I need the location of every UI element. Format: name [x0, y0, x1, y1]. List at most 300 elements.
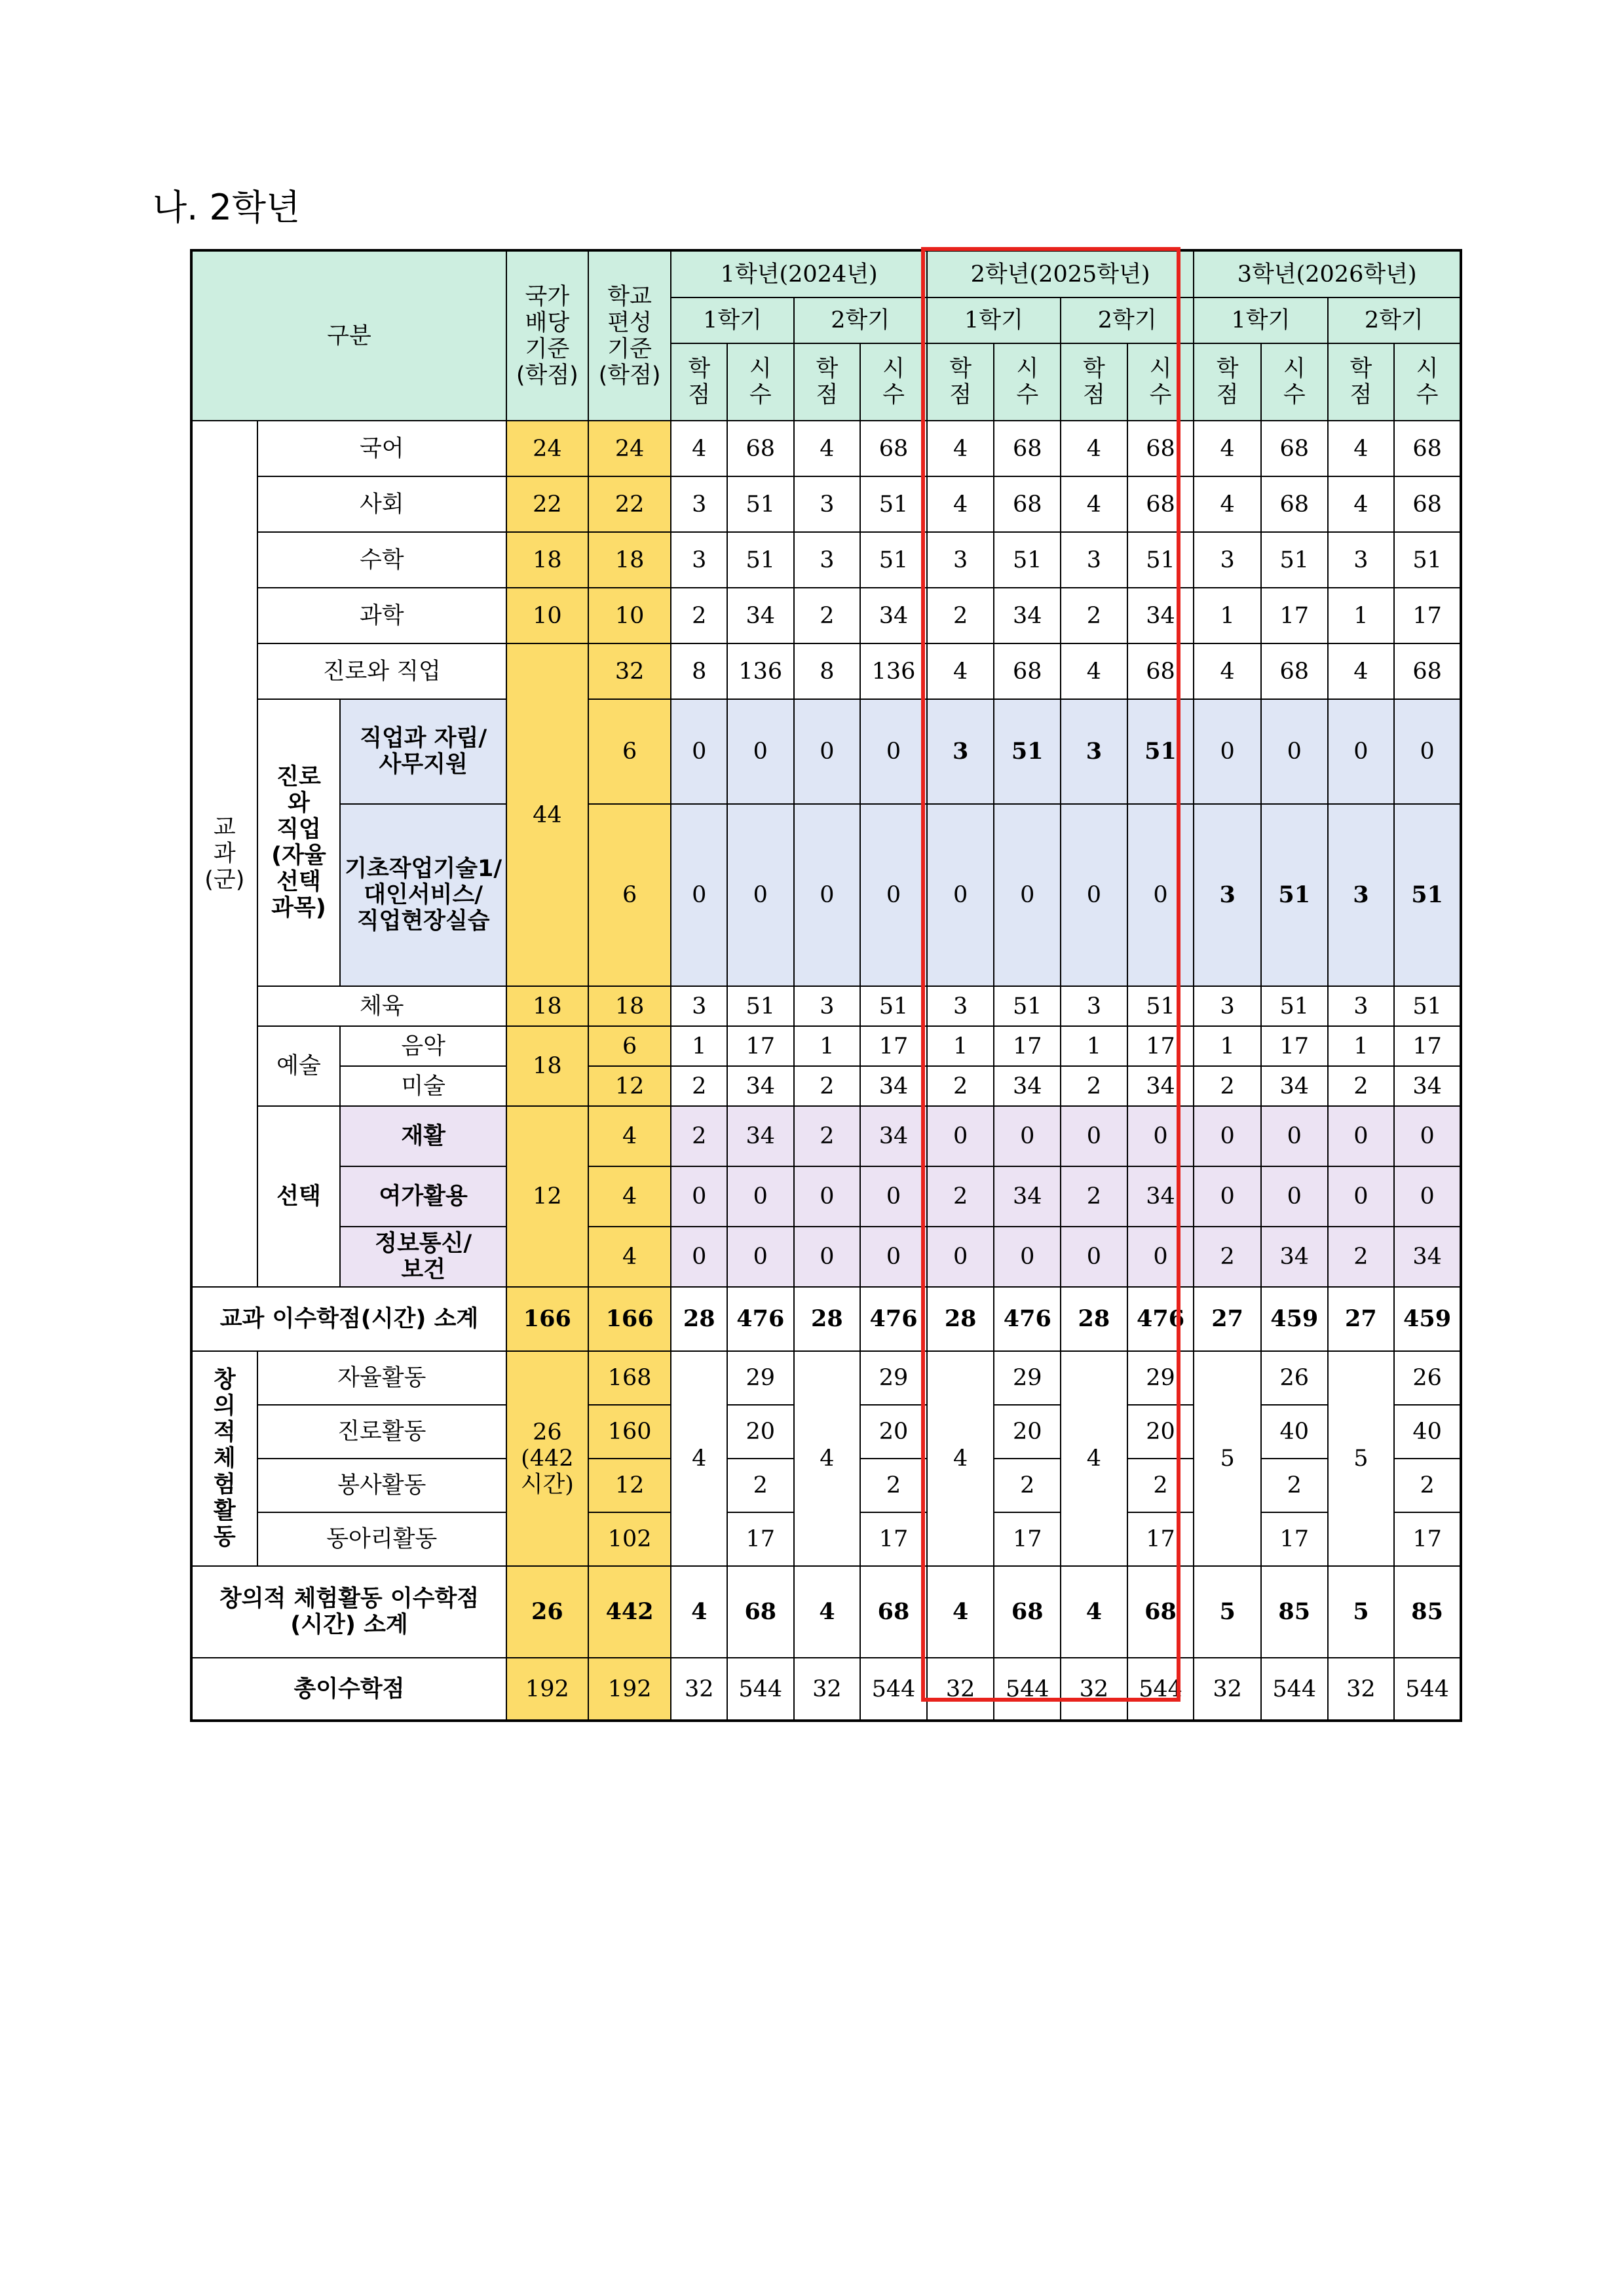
- row-it-health: [191, 1227, 1461, 1287]
- credit-value: 3: [1061, 986, 1127, 1026]
- hours-value: 17: [860, 1026, 927, 1066]
- hours-value: 20: [860, 1405, 927, 1459]
- hours-value: 51: [1394, 532, 1461, 588]
- school-credit: 24: [588, 421, 671, 476]
- hours-value: 17: [994, 1512, 1061, 1566]
- header-national-standard: 국가 배당 기준 (학점): [506, 250, 588, 421]
- hours-value: 51: [727, 986, 794, 1026]
- row-subject-subtotal: [191, 1287, 1461, 1351]
- credit-value: 3: [1194, 532, 1261, 588]
- hours-value: 34: [1127, 588, 1194, 643]
- credit-value: 1: [1194, 1026, 1261, 1066]
- credit-value: 2: [794, 588, 861, 643]
- national-credit: 166: [506, 1287, 588, 1351]
- school-credit: 102: [588, 1512, 671, 1566]
- hours-value: 0: [727, 699, 794, 804]
- credit-value: 8: [794, 643, 861, 699]
- hours-value: 136: [860, 643, 927, 699]
- header-semester: 1학기: [927, 297, 1061, 343]
- group-career-label: 진로 와 직업 (자율 선택 과목): [257, 699, 341, 986]
- hours-value: 17: [727, 1026, 794, 1066]
- hours-value: 51: [994, 699, 1061, 804]
- hours-value: 0: [1261, 1106, 1328, 1166]
- hours-value: 68: [994, 643, 1061, 699]
- header-credit: 학 점: [1328, 343, 1395, 421]
- credit-value: 4: [794, 421, 861, 476]
- hours-value: 34: [860, 1066, 927, 1106]
- hours-value: 34: [994, 1166, 1061, 1227]
- header-school-standard: 학교 편성 기준 (학점): [588, 250, 671, 421]
- hours-value: 17: [1394, 1026, 1461, 1066]
- credit-value: 3: [1328, 532, 1395, 588]
- hours-value: 34: [1127, 1066, 1194, 1106]
- header-hours: 시 수: [1394, 343, 1461, 421]
- credit-value: 28: [927, 1287, 994, 1351]
- subject-name: 기초작업기술1/ 대인서비스/ 직업현장실습: [340, 804, 506, 986]
- hours-value: 51: [1127, 532, 1194, 588]
- group-elective-label: 선택: [257, 1106, 341, 1287]
- activity-name: 진로활동: [257, 1405, 506, 1459]
- hours-value: 0: [1261, 699, 1328, 804]
- school-credit: 10: [588, 588, 671, 643]
- credit-value: 28: [671, 1287, 727, 1351]
- hours-value: 544: [1394, 1658, 1461, 1721]
- hours-value: 34: [1394, 1227, 1461, 1287]
- hours-value: 0: [994, 1106, 1061, 1166]
- hours-value: 2: [860, 1459, 927, 1512]
- hours-value: 34: [727, 1106, 794, 1166]
- credit-value: 4: [794, 1351, 861, 1566]
- hours-value: 68: [1127, 421, 1194, 476]
- credit-value: 0: [1328, 699, 1395, 804]
- group-subject-label: 교 과 (군): [191, 421, 257, 1287]
- credit-value: 0: [794, 804, 861, 986]
- activity-name: 동아리활동: [257, 1512, 506, 1566]
- hours-value: 17: [860, 1512, 927, 1566]
- hours-value: 476: [1127, 1287, 1194, 1351]
- credit-value: 2: [671, 1106, 727, 1166]
- hours-value: 34: [994, 1066, 1061, 1106]
- subject-name: 사회: [257, 476, 506, 532]
- school-credit: 12: [588, 1459, 671, 1512]
- hours-value: 51: [1127, 986, 1194, 1026]
- hours-value: 0: [1394, 699, 1461, 804]
- credit-value: 4: [1194, 643, 1261, 699]
- header-semester: 1학기: [671, 297, 793, 343]
- row-leisure: [191, 1166, 1461, 1227]
- hours-value: 51: [1127, 699, 1194, 804]
- national-credit: 192: [506, 1658, 588, 1721]
- hours-value: 0: [860, 1166, 927, 1227]
- hours-value: 40: [1394, 1405, 1461, 1459]
- credit-value: 32: [671, 1658, 727, 1721]
- hours-value: 0: [1261, 1166, 1328, 1227]
- credit-value: 0: [1194, 1166, 1261, 1227]
- credit-value: 8: [671, 643, 727, 699]
- credit-value: 0: [1061, 1227, 1127, 1287]
- credit-value: 0: [671, 1166, 727, 1227]
- credit-value: 27: [1194, 1287, 1261, 1351]
- row-art: [191, 1066, 1461, 1106]
- hours-value: 0: [860, 1227, 927, 1287]
- hours-value: 29: [860, 1351, 927, 1405]
- credit-value: 3: [794, 476, 861, 532]
- hours-value: 40: [1261, 1405, 1328, 1459]
- credit-value: 0: [794, 1227, 861, 1287]
- credit-value: 3: [927, 532, 994, 588]
- hours-value: 68: [1261, 476, 1328, 532]
- credit-value: 4: [1194, 476, 1261, 532]
- row-job-office: [191, 699, 1461, 804]
- header-credit: 학 점: [1194, 343, 1261, 421]
- header-semester: 2학기: [1328, 297, 1461, 343]
- hours-value: 2: [1394, 1459, 1461, 1512]
- hours-value: 17: [1394, 588, 1461, 643]
- hours-value: 68: [1394, 421, 1461, 476]
- credit-value: 4: [1061, 1351, 1127, 1566]
- subject-name: 여가활용: [340, 1166, 506, 1227]
- hours-value: 17: [1261, 1026, 1328, 1066]
- credit-value: 3: [1328, 986, 1395, 1026]
- section-title: 나. 2학년: [153, 187, 301, 228]
- credit-value: 4: [1061, 1566, 1127, 1658]
- hours-value: 0: [1127, 804, 1194, 986]
- row-career: [191, 643, 1461, 699]
- credit-value: 4: [1061, 643, 1127, 699]
- header-credit: 학 점: [794, 343, 861, 421]
- hours-value: 476: [994, 1287, 1061, 1351]
- credit-value: 0: [794, 699, 861, 804]
- subject-name: 음악: [340, 1026, 506, 1066]
- row-korean: [191, 421, 1461, 476]
- credit-value: 0: [1061, 1106, 1127, 1166]
- header-credit: 학 점: [671, 343, 727, 421]
- school-credit: 6: [588, 1026, 671, 1066]
- credit-value: 32: [1061, 1658, 1127, 1721]
- school-credit: 160: [588, 1405, 671, 1459]
- hours-value: 20: [994, 1405, 1061, 1459]
- credit-value: 0: [1194, 699, 1261, 804]
- subject-name: 체육: [257, 986, 506, 1026]
- hours-value: 51: [860, 986, 927, 1026]
- credit-value: 5: [1328, 1566, 1395, 1658]
- credit-value: 32: [794, 1658, 861, 1721]
- credit-value: 0: [1061, 804, 1127, 986]
- subject-name: 직업과 자립/ 사무지원: [340, 699, 506, 804]
- credit-value: 3: [1194, 804, 1261, 986]
- credit-value: 1: [794, 1026, 861, 1066]
- credit-value: 1: [671, 1026, 727, 1066]
- hours-value: 20: [1127, 1405, 1194, 1459]
- hours-value: 0: [1394, 1166, 1461, 1227]
- school-credit: 192: [588, 1658, 671, 1721]
- subject-name: 수학: [257, 532, 506, 588]
- hours-value: 51: [860, 476, 927, 532]
- row-rehab: [191, 1106, 1461, 1166]
- hours-value: 34: [860, 1106, 927, 1166]
- credit-value: 28: [794, 1287, 861, 1351]
- credit-value: 3: [671, 476, 727, 532]
- subject-name: 정보통신/ 보건: [340, 1227, 506, 1287]
- credit-value: 3: [1061, 699, 1127, 804]
- credit-value: 0: [671, 699, 727, 804]
- hours-value: 17: [1394, 1512, 1461, 1566]
- hours-value: 2: [994, 1459, 1061, 1512]
- subject-name: 진로와 직업: [257, 643, 506, 699]
- credit-value: 3: [671, 986, 727, 1026]
- row-math: [191, 532, 1461, 588]
- credit-value: 1: [1328, 1026, 1395, 1066]
- hours-value: 0: [860, 699, 927, 804]
- credit-value: 2: [1194, 1227, 1261, 1287]
- hours-value: 34: [1127, 1166, 1194, 1227]
- credit-value: 32: [1328, 1658, 1395, 1721]
- hours-value: 51: [994, 532, 1061, 588]
- credit-value: 1: [1328, 588, 1395, 643]
- hours-value: 34: [727, 588, 794, 643]
- hours-value: 34: [727, 1066, 794, 1106]
- hours-value: 26: [1261, 1351, 1328, 1405]
- school-credit: 4: [588, 1106, 671, 1166]
- subject-name: 국어: [257, 421, 506, 476]
- hours-value: 17: [1261, 588, 1328, 643]
- school-credit: 442: [588, 1566, 671, 1658]
- hours-value: 68: [860, 1566, 927, 1658]
- credit-value: 3: [1061, 532, 1127, 588]
- credit-value: 3: [927, 699, 994, 804]
- school-credit: 4: [588, 1227, 671, 1287]
- hours-value: 51: [860, 532, 927, 588]
- national-credit: 26: [506, 1566, 588, 1658]
- credit-value: 4: [1061, 476, 1127, 532]
- hours-value: 0: [860, 804, 927, 986]
- hours-value: 17: [994, 1026, 1061, 1066]
- subject-name: 재활: [340, 1106, 506, 1166]
- hours-value: 68: [1127, 1566, 1194, 1658]
- hours-value: 476: [727, 1287, 794, 1351]
- header-year-3: 3학년(2026학년): [1194, 250, 1461, 297]
- credit-value: 4: [1328, 643, 1395, 699]
- credit-value: 3: [927, 986, 994, 1026]
- national-credit: 18: [506, 1026, 588, 1106]
- school-credit: 18: [588, 532, 671, 588]
- national-credit: 10: [506, 588, 588, 643]
- hours-value: 68: [1261, 643, 1328, 699]
- hours-value: 544: [727, 1658, 794, 1721]
- credit-value: 2: [1194, 1066, 1261, 1106]
- credit-value: 4: [671, 421, 727, 476]
- credit-value: 0: [1328, 1106, 1395, 1166]
- header-hours: 시 수: [1261, 343, 1328, 421]
- credit-value: 0: [671, 804, 727, 986]
- hours-value: 459: [1261, 1287, 1328, 1351]
- credit-value: 4: [1194, 421, 1261, 476]
- credit-value: 4: [1328, 421, 1395, 476]
- national-credit: 22: [506, 476, 588, 532]
- hours-value: 26: [1394, 1351, 1461, 1405]
- hours-value: 51: [1394, 804, 1461, 986]
- credit-value: 4: [927, 1351, 994, 1566]
- hours-value: 85: [1261, 1566, 1328, 1658]
- national-credit: 26 (442 시간): [506, 1351, 588, 1566]
- national-credit: 44: [506, 643, 588, 986]
- subject-name: 미술: [340, 1066, 506, 1106]
- credit-value: 3: [671, 532, 727, 588]
- credit-value: 2: [794, 1106, 861, 1166]
- header-semester: 1학기: [1194, 297, 1327, 343]
- credit-value: 2: [671, 1066, 727, 1106]
- hours-value: 0: [994, 804, 1061, 986]
- hours-value: 17: [1127, 1026, 1194, 1066]
- hours-value: 29: [727, 1351, 794, 1405]
- national-credit: 18: [506, 532, 588, 588]
- credit-value: 4: [927, 643, 994, 699]
- credit-value: 4: [1328, 476, 1395, 532]
- hours-value: 2: [1127, 1459, 1194, 1512]
- credit-value: 1: [1061, 1026, 1127, 1066]
- credit-value: 0: [927, 804, 994, 986]
- hours-value: 0: [1394, 1106, 1461, 1166]
- header-credit: 학 점: [927, 343, 994, 421]
- credit-value: 2: [671, 588, 727, 643]
- hours-value: 51: [1261, 804, 1328, 986]
- hours-value: 29: [1127, 1351, 1194, 1405]
- hours-value: 2: [1261, 1459, 1328, 1512]
- credit-value: 0: [671, 1227, 727, 1287]
- credit-value: 2: [1061, 1066, 1127, 1106]
- curriculum-table: [190, 249, 1462, 1722]
- credit-value: 28: [1061, 1287, 1127, 1351]
- credit-value: 0: [794, 1166, 861, 1227]
- hours-value: 68: [1394, 476, 1461, 532]
- credit-value: 3: [794, 532, 861, 588]
- credit-value: 4: [927, 476, 994, 532]
- hours-value: 68: [1127, 643, 1194, 699]
- national-credit: 12: [506, 1106, 588, 1287]
- hours-value: 0: [727, 804, 794, 986]
- hours-value: 68: [860, 421, 927, 476]
- hours-value: 51: [1261, 986, 1328, 1026]
- credit-value: 4: [927, 421, 994, 476]
- hours-value: 0: [1127, 1106, 1194, 1166]
- hours-value: 34: [1261, 1066, 1328, 1106]
- header-credit: 학 점: [1061, 343, 1127, 421]
- school-credit: 4: [588, 1166, 671, 1227]
- hours-value: 544: [1261, 1658, 1328, 1721]
- credit-value: 4: [794, 1566, 861, 1658]
- credit-value: 0: [1328, 1166, 1395, 1227]
- hours-value: 51: [1394, 986, 1461, 1026]
- credit-value: 2: [927, 1166, 994, 1227]
- credit-value: 0: [927, 1106, 994, 1166]
- hours-value: 0: [1127, 1227, 1194, 1287]
- subject-name: 과학: [257, 588, 506, 643]
- hours-value: 68: [727, 421, 794, 476]
- hours-value: 17: [727, 1512, 794, 1566]
- school-credit: 12: [588, 1066, 671, 1106]
- hours-value: 34: [1394, 1066, 1461, 1106]
- credit-value: 2: [927, 588, 994, 643]
- group-creative-label: 창 의 적 체 험 활 동: [191, 1351, 257, 1566]
- school-credit: 6: [588, 699, 671, 804]
- credit-value: 2: [794, 1066, 861, 1106]
- hours-value: 51: [727, 532, 794, 588]
- row-autonomous: [191, 1351, 1461, 1405]
- hours-value: 2: [727, 1459, 794, 1512]
- national-credit: 24: [506, 421, 588, 476]
- credit-value: 4: [927, 1566, 994, 1658]
- header-hours: 시 수: [727, 343, 794, 421]
- credit-value: 1: [927, 1026, 994, 1066]
- credit-value: 5: [1194, 1566, 1261, 1658]
- credit-value: 32: [927, 1658, 994, 1721]
- credit-value: 3: [794, 986, 861, 1026]
- credit-value: 32: [1194, 1658, 1261, 1721]
- credit-value: 2: [1061, 1166, 1127, 1227]
- hours-value: 0: [994, 1227, 1061, 1287]
- hours-value: 85: [1394, 1566, 1461, 1658]
- header-year-1: 1학년(2024년): [671, 250, 926, 297]
- row-science: [191, 588, 1461, 643]
- header-semester: 2학기: [1061, 297, 1194, 343]
- credit-value: 27: [1328, 1287, 1395, 1351]
- row-grand-total: [191, 1658, 1461, 1721]
- credit-value: 0: [927, 1227, 994, 1287]
- hours-value: 34: [860, 588, 927, 643]
- hours-value: 544: [1127, 1658, 1194, 1721]
- credit-value: 3: [1194, 986, 1261, 1026]
- national-credit: 18: [506, 986, 588, 1026]
- school-credit: 22: [588, 476, 671, 532]
- row-music: [191, 1026, 1461, 1066]
- hours-value: 68: [994, 476, 1061, 532]
- subtotal-label: 창의적 체험활동 이수학점 (시간) 소계: [191, 1566, 506, 1658]
- header-hours: 시 수: [860, 343, 927, 421]
- header-category: 구분: [191, 250, 506, 421]
- school-credit: 168: [588, 1351, 671, 1405]
- hours-value: 51: [994, 986, 1061, 1026]
- hours-value: 34: [1261, 1227, 1328, 1287]
- hours-value: 68: [727, 1566, 794, 1658]
- group-arts-label: 예술: [257, 1026, 341, 1106]
- hours-value: 34: [994, 588, 1061, 643]
- row-pe: [191, 986, 1461, 1026]
- header-semester: 2학기: [794, 297, 927, 343]
- credit-value: 2: [1328, 1227, 1395, 1287]
- hours-value: 68: [994, 1566, 1061, 1658]
- school-credit: 166: [588, 1287, 671, 1351]
- hours-value: 476: [860, 1287, 927, 1351]
- hours-value: 68: [1394, 643, 1461, 699]
- row-job-basic: [191, 804, 1461, 986]
- credit-value: 2: [927, 1066, 994, 1106]
- hours-value: 51: [727, 476, 794, 532]
- school-credit: 32: [588, 643, 671, 699]
- credit-value: 4: [671, 1351, 727, 1566]
- school-credit: 18: [588, 986, 671, 1026]
- credit-value: 5: [1194, 1351, 1261, 1566]
- hours-value: 68: [1261, 421, 1328, 476]
- hours-value: 17: [1261, 1512, 1328, 1566]
- hours-value: 68: [1127, 476, 1194, 532]
- hours-value: 459: [1394, 1287, 1461, 1351]
- credit-value: 1: [1194, 588, 1261, 643]
- row-creative-subtotal: [191, 1566, 1461, 1658]
- credit-value: 4: [1061, 421, 1127, 476]
- header-year-2: 2학년(2025학년): [927, 250, 1194, 297]
- hours-value: 20: [727, 1405, 794, 1459]
- header-hours: 시 수: [1127, 343, 1194, 421]
